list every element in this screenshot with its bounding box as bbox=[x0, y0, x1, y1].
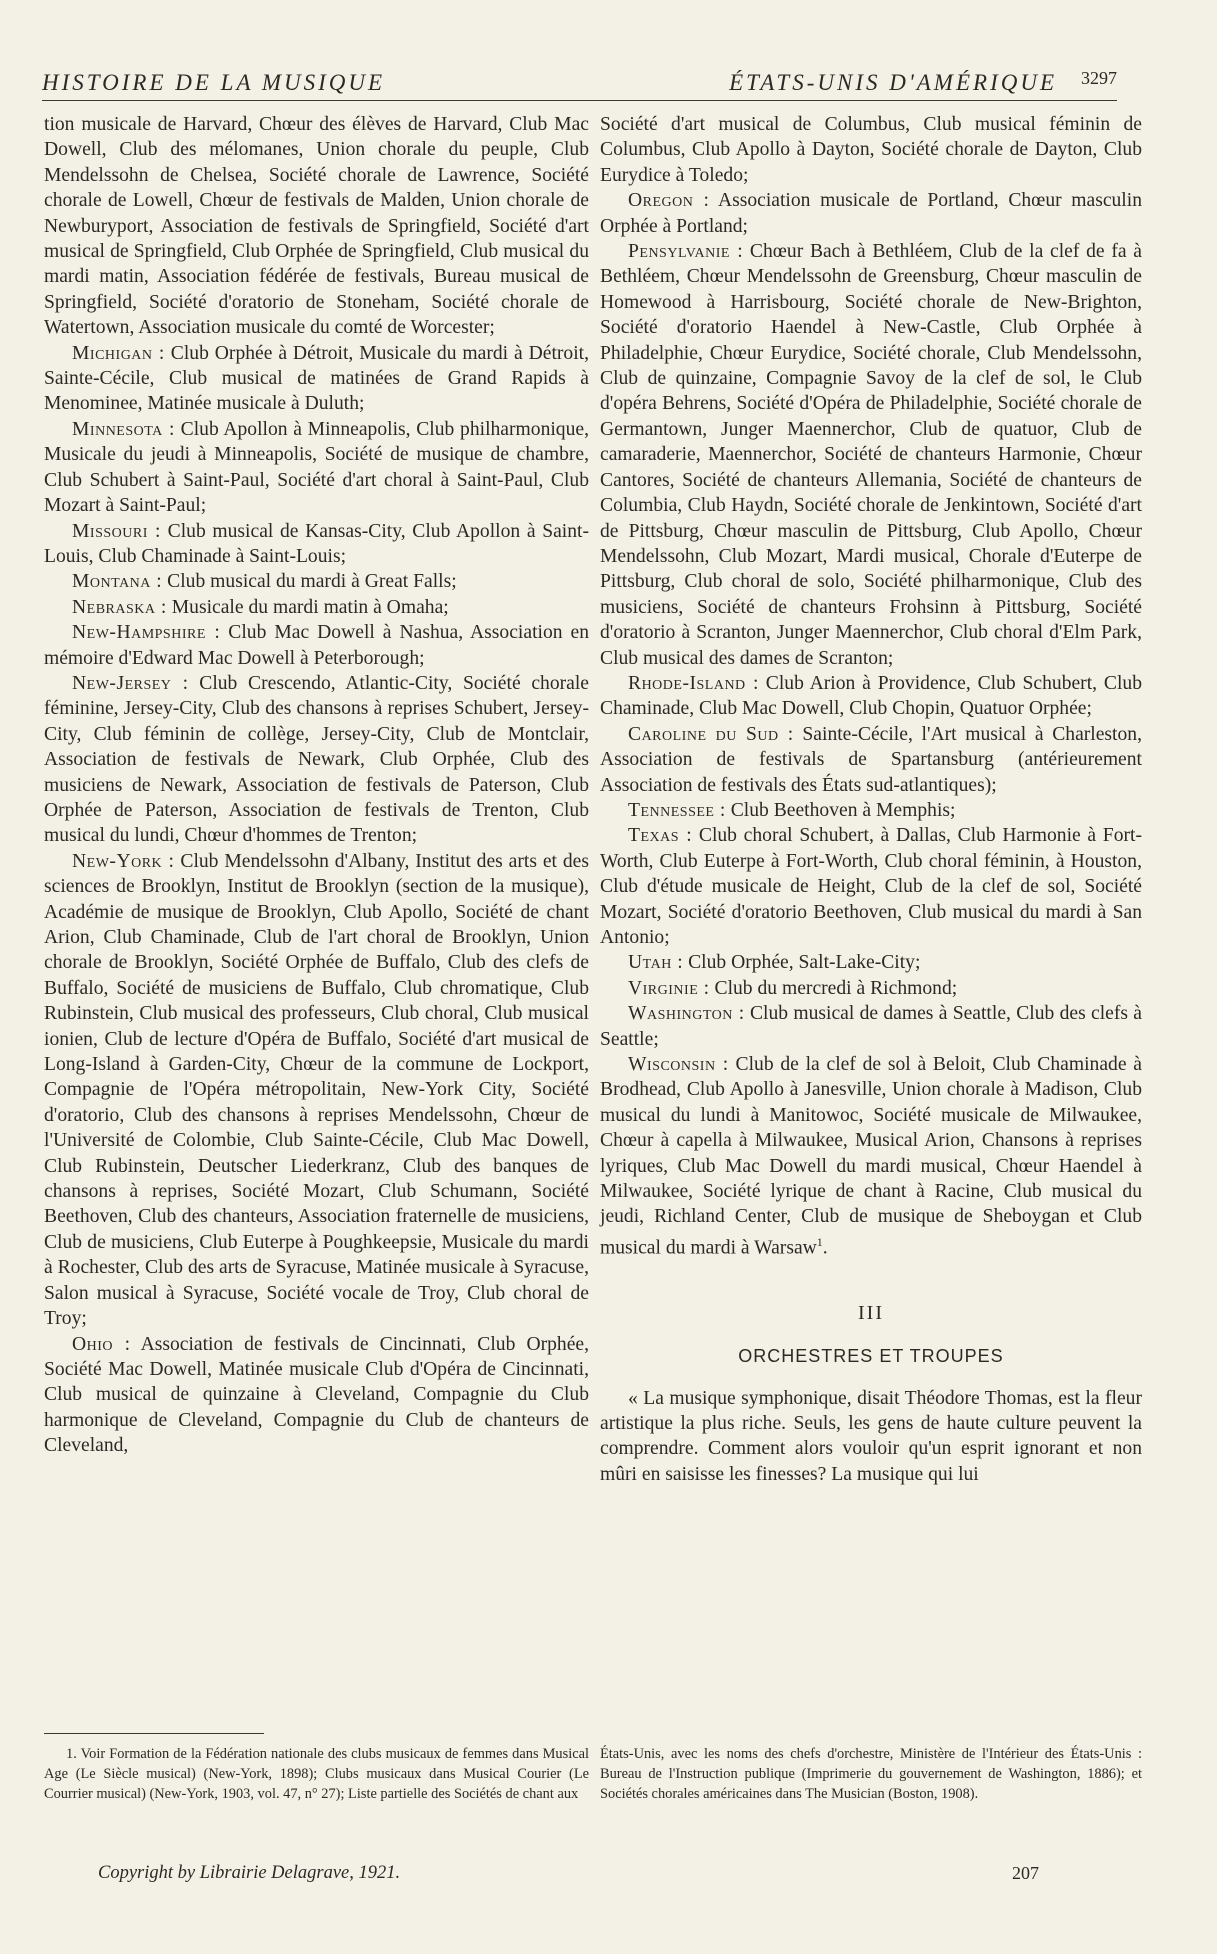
right-column bbox=[600, 112, 1142, 1487]
paragraph-quote-thomas: « La musique symphonique, disait Théodore Thomas, est la fleur artistique la plus riche. Seuls, les gens de haute culture peuvent la comprendre. Comment alors vouloir qu'un esprit ignorant et non mûri en saisisse les finesses? La musique qui lui bbox=[600, 1387, 1142, 1485]
state-name: Montana : bbox=[72, 571, 163, 593]
paragraph-new-hampshire bbox=[44, 620, 589, 671]
paragraph-ohio bbox=[44, 1332, 589, 1459]
paragraph-nebraska bbox=[44, 595, 589, 620]
state-entries: Association musicale de Portland, Chœur masculin Orphée à Portland; bbox=[600, 190, 1142, 237]
state-entries: Club Crescendo, Atlantic-City, Société chorale féminine, Jersey-City, Club des chansons à reprises Schubert, Jersey-City, Club féminin de collège, Jersey-City, Club de Montclair, Association de festivals de Newark, Club Orphée, Club des musiciens de Newark, Association de festivals de Paterson, Club Orphée de Paterson, Association de festivals de Trenton, Club musical du lundi, Chœur d'hommes de Trenton; bbox=[44, 672, 589, 847]
state-entries: Chœur Bach à Bethléem, Club de la clef de fa à Bethléem, Chœur Mendelssohn de Greensburg, Chœur masculin de Homewood à Harrisbourg, Société chorale de New-Brighton, Société d'oratorio Haendel à New-Castle, Club Orphée à Philadelphie, Chœur Eurydice, Société chorale, Club Mendelssohn, Club de quinzaine, Compagnie Savoy de la clef de sol, le Club d'opéra Behrens, Société d'Opéra de Philadelphie, Société chorale de Germantown, Junger Maennerchor, Club de quatuor, Club de camaraderie, Maennerchor, Société de chanteurs Harmonie, Chœur Cantores, Société de chanteurs Allemania, Société de chanteurs de Columbia, Club Haydn, Société chorale de Jenkintown, Société d'art de Pittsburg, Chœur masculin de Pittsburg, Club Apollo, Chœur Mendelssohn, Club Mozart, Mardi musical, Chorale d'Euterpe de Pittsburg, Club choral de solo, Société philharmonique, Club des musiciens, Société de chanteurs Frohsinn à Pittsburg, Société d'oratorio à Scranton, Junger Maennerchor, Club choral d'Elm Park, Club musical des dames de Scranton; bbox=[600, 241, 1142, 669]
footnote-marker: 1 bbox=[816, 1234, 823, 1249]
paragraph-texas bbox=[600, 823, 1142, 950]
state-name: Utah : bbox=[628, 952, 684, 974]
state-name: Oregon : bbox=[628, 190, 710, 212]
footnote-text: 1. Voir Formation de la Fédération nationale des clubs musicaux de femmes dans Musical Age (Le Siècle musical) (New-York, 1898); Clubs musicaux dans Musical Courier (Le Courrier musical) (New-York, 1903, vol. 47, n° 27); Liste partielle des Sociétés de chant aux bbox=[44, 1746, 589, 1802]
state-entries: Club musical de dames à Seattle, Club des clefs à Seattle; bbox=[600, 1003, 1142, 1050]
state-entries: Club de la clef de sol à Beloit, Club Chaminade à Brodhead, Club Apollo à Janesville, Union chorale à Madison, Club musical du lundi à Manitowoc, Société musicale de Milwaukee, Chœur à capella à Milwaukee, Musical Arion, Chansons à reprises lyriques, Club Mac Dowell du mardi musical, Chœur Haendel à Milwaukee, Société lyrique de chant à Racine, Club musical du jeudi, Richland Center, Club de musique de Sheboygan et Club musical du mardi à Warsaw bbox=[600, 1054, 1142, 1259]
footnote-left bbox=[44, 1744, 589, 1804]
header-book-title: HISTOIRE DE LA MUSIQUE bbox=[42, 70, 386, 95]
state-name: Missouri : bbox=[72, 520, 161, 542]
state-entries: Club musical de Kansas-City, Club Apollon à Saint-Louis, Club Chaminade à Saint-Louis; bbox=[44, 520, 589, 567]
paragraph-new-jersey bbox=[44, 671, 589, 849]
state-name: Virginie : bbox=[628, 977, 710, 999]
left-column bbox=[44, 112, 589, 1459]
footnote-text-cont: États-Unis, avec les noms des chefs d'orchestre, Ministère de l'Intérieur des États-Unis : Bureau de l'Instruction publique (Imprimerie du gouvernement de Washington, 1886); et Sociétés chorales américaines dans The Musician (Boston, 1908). bbox=[600, 1746, 1142, 1802]
state-entries: Club choral Schubert, à Dallas, Club Harmonie à Fort-Worth, Club Euterpe à Fort-Worth, Club choral féminin, à Houston, Club d'étude musicale de Height, Club de la clef de sol, Société Mozart, Société d'oratorio Beethoven, Club musical du mardi à San Antonio; bbox=[600, 825, 1142, 948]
header-page-number: 3297 bbox=[1081, 68, 1117, 88]
state-name: New-Hampshire : bbox=[72, 622, 221, 644]
state-name: New-York : bbox=[72, 850, 175, 872]
copyright-line: Copyright by Librairie Delagrave, 1921. bbox=[98, 1863, 401, 1883]
paragraph-utah bbox=[600, 950, 1142, 975]
paragraph-oregon bbox=[600, 188, 1142, 239]
paragraph-massachusetts-cont: tion musicale de Harvard, Chœur des élèves de Harvard, Club Mac Dowell, Club des mélomanes, Union chorale du peuple, Club Mendelssohn de Chelsea, Société chorale de Lawrence, Société chorale de Lowell, Chœur de festivals de Malden, Union chorale de Newburyport, Association de festivals de Springfield, Société d'art musical de Springfield, Club Orphée de Springfield, Club musical du mardi matin, Association fédérée de festivals, Bureau musical de Springfield, Société d'oratorio de Stoneham, Société chorale de Watertown, Association musicale du comté de Worcester; bbox=[44, 114, 589, 339]
state-entries: Sainte-Cécile, l'Art musical à Charleston, Association de festivals de Spartansburg (antérieurement Association de festivals des États sud-atlantiques); bbox=[600, 723, 1142, 796]
paragraph-caroline-du-sud bbox=[600, 722, 1142, 798]
paragraph-michigan bbox=[44, 341, 589, 417]
state-entries: Club Apollon à Minneapolis, Club philharmonique, Musicale du jeudi à Minneapolis, Société de musique de chambre, Club Schubert à Saint-Paul, Société d'art choral à Saint-Paul, Club Mozart à Saint-Paul; bbox=[44, 418, 589, 517]
state-name: Texas : bbox=[628, 825, 693, 847]
paragraph-minnesota bbox=[44, 417, 589, 519]
paragraph-wisconsin bbox=[600, 1052, 1142, 1261]
paragraph-missouri bbox=[44, 519, 589, 570]
sentence-end: . bbox=[822, 1237, 828, 1259]
state-entries: Club Mac Dowell à Nashua, Association en mémoire d'Edward Mac Dowell à Peterborough; bbox=[44, 622, 590, 669]
section-title: ORCHESTRES ET TROUPES bbox=[738, 1346, 1004, 1367]
paragraph-tennessee bbox=[600, 798, 1142, 823]
footnote-rule bbox=[44, 1733, 264, 1734]
running-header bbox=[42, 70, 1117, 98]
state-name: Washington : bbox=[628, 1003, 745, 1025]
state-name: New-Jersey : bbox=[72, 672, 189, 694]
state-entries: Club Mendelssohn d'Albany, Institut des arts et des sciences de Brooklyn, Institut de Brooklyn (section de la musique), Académie de musique de Brooklyn, Club Apollo, Société de chant Arion, Club Chaminade, Club de l'art choral de Brooklyn, Union chorale de Brooklyn, Société Orphée de Buffalo, Club des clefs de Buffalo, Société de musiciens de Buffalo, Club chromatique, Club Rubinstein, Club musical des professeurs, Club choral, Club musical ionien, Club de lecture d'Opéra de Buffalo, Société d'art musical de Long-Island à Garden-City, Chœur de la commune de Lockport, Compagnie de l'Opéra métropolitain, New-York City, Société d'oratorio, Club des chansons à reprises Mendelssohn, Chœur de l'Université de Colombie, Club Sainte-Cécile, Club Mac Dowell, Club Rubinstein, Deutscher Liederkranz, Club des banques de chansons à reprises, Société Mozart, Club Schumann, Société Beethoven, Club des chanteurs, Association fraternelle de musiciens, Club de musiciens, Club Euterpe à Poughkeepsie, Musicale du mardi à Rochester, Club des arts de Syracuse, Matinée musicale à Syracuse, Salon musical à Syracuse, Société vocale de Troy, Club choral de Troy; bbox=[44, 850, 589, 1330]
state-entries: Musicale du mardi matin à Omaha; bbox=[171, 596, 449, 618]
state-entries: Club Arion à Providence, Club Schubert, Club Chaminade, Club Mac Dowell, Club Chopin, Quatuor Orphée; bbox=[600, 672, 1142, 720]
state-entries: Club Orphée à Détroit, Musicale du mardi à Détroit, Sainte-Cécile, Club musical de matinées de Grand Rapids à Menominee, Matinée musicale à Duluth; bbox=[44, 342, 590, 415]
paragraph-washington bbox=[600, 1001, 1142, 1052]
paragraph-ohio-cont: Société d'art musical de Columbus, Club musical féminin de Columbus, Club Apollo à Dayton, Société chorale de Dayton, Club Eurydice à Toledo; bbox=[600, 114, 1142, 186]
header-rule bbox=[42, 100, 1117, 101]
state-name: Caroline du Sud : bbox=[628, 723, 794, 745]
state-name: Ohio : bbox=[72, 1333, 131, 1355]
state-entries: Association de festivals de Cincinnati, Club Orphée, Société Mac Dowell, Matinée musicale Club d'Opéra de Cincinnati, Club musical de quinzaine à Cleveland, Compagnie du Club harmonique de Cleveland, Compagnie du Club de chanteurs de Cleveland, bbox=[44, 1333, 589, 1457]
state-name: Michigan : bbox=[72, 342, 165, 364]
state-name: Minnesota : bbox=[72, 418, 175, 440]
section-number: III bbox=[858, 1301, 884, 1324]
footer-page-number: 207 bbox=[1012, 1863, 1039, 1883]
state-entries: Club musical du mardi à Great Falls; bbox=[167, 571, 457, 593]
paragraph-montana bbox=[44, 569, 589, 594]
state-entries: Club Orphée, Salt-Lake-City; bbox=[688, 952, 921, 974]
footnote-right bbox=[600, 1744, 1142, 1804]
paragraph-rhode-island bbox=[600, 671, 1142, 722]
state-entries: Club du mercredi à Richmond; bbox=[714, 977, 958, 999]
state-name: Tennessee : bbox=[628, 799, 726, 821]
state-name: Rhode-Island : bbox=[628, 672, 759, 694]
state-entries: Club Beethoven à Memphis; bbox=[730, 799, 956, 821]
paragraph-new-york bbox=[44, 849, 589, 1332]
state-name: Wisconsin : bbox=[628, 1054, 729, 1076]
paragraph-virginie bbox=[600, 976, 1142, 1001]
header-chapter-title: ÉTATS-UNIS D'AMÉRIQUE bbox=[729, 70, 1057, 95]
state-name: Pensylvanie : bbox=[628, 241, 744, 263]
paragraph-pensylvanie bbox=[600, 239, 1142, 671]
state-name: Nebraska : bbox=[72, 596, 167, 618]
